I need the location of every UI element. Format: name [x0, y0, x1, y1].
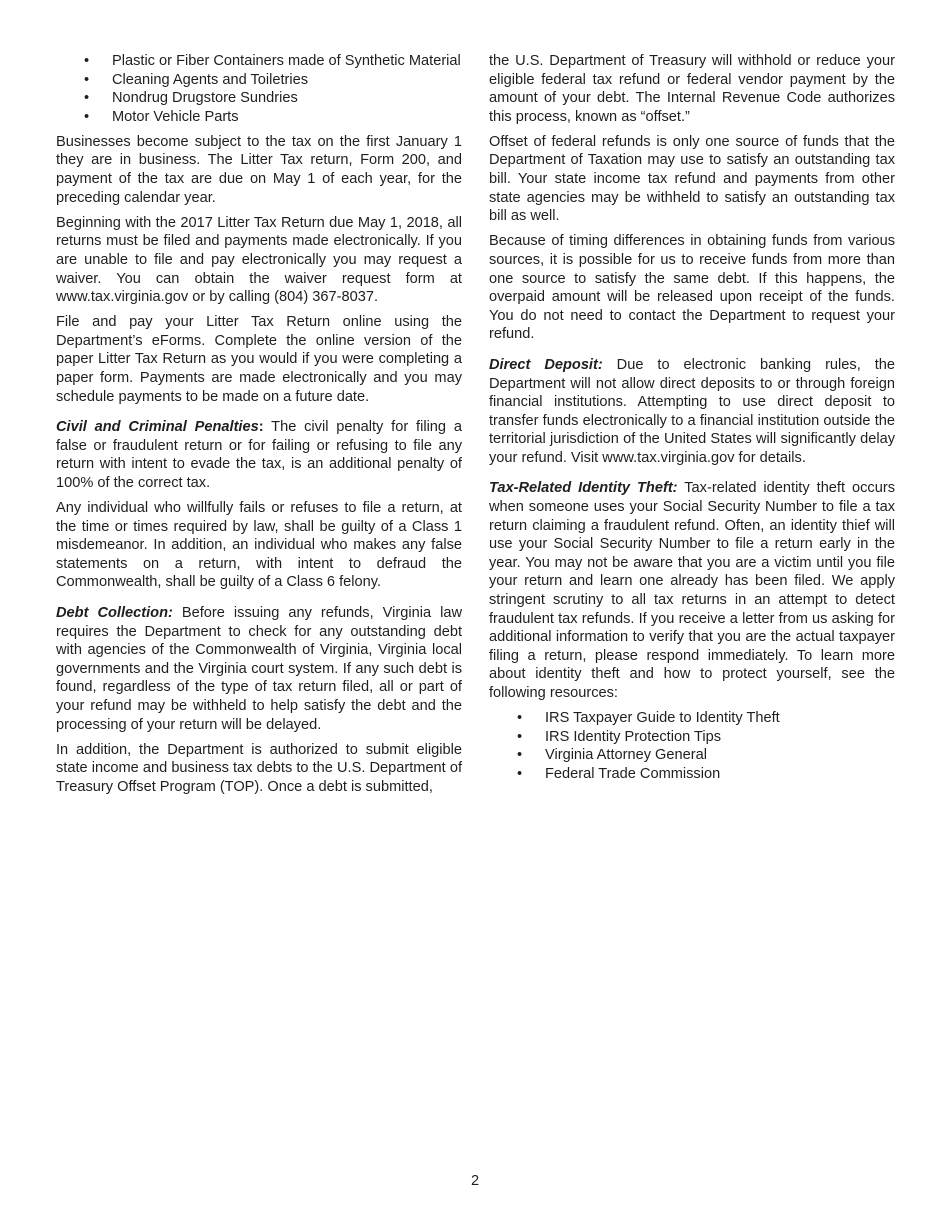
left-column [56, 52, 462, 803]
list-item: • Motor Vehicle Parts [56, 108, 462, 127]
debt-text: Before issuing any refunds, Virginia law requires the Department to check for any outstanding debt with agencies of the Commonwealth of Virginia, Virginia local governments and the Virginia court system. If any such debt is found, regardless of the type of tax return filed, all or part of your refund may be withheld to help satisfy the debt and the processing of your return will be delayed. [56, 605, 462, 733]
deposit-text: Due to electronic banking rules, the Department will not allow direct deposits to or through foreign financial institutions. Attempting to use direct deposit to transfer funds electronically to a financial institution outside the territorial jurisdiction of the United States will significantly delay your refund. Visit www.tax.virginia.gov for details. [489, 356, 896, 466]
list-item: • Nondrug Drugstore Sundries [56, 89, 462, 108]
list-item: • Cleaning Agents and Toiletries [56, 71, 462, 90]
paragraph-fund-sources: Offset of federal refunds is only one source of funds that the Department of Taxation may use to satisfy an outstanding tax bill. Your state income tax refund and payments from other state agencies may be withheld to satisfy an outstanding tax bill as well. [489, 133, 895, 225]
identity-resources-list [489, 709, 895, 783]
paragraph-electronic-filing: Beginning with the 2017 Litter Tax Return due May 1, 2018, all returns must be filed and payments made electronically. If you are unable to file and pay electronically you may request a waiver. You can obtain the waiver request form at www.tax.virginia.gov or by calling (804) 367-8037. [56, 214, 462, 306]
theft-heading: Tax-Related Identity Theft: [489, 480, 678, 497]
debt-heading: Debt Collection: [56, 605, 173, 622]
list-item: • Plastic or Fiber Containers made of Synthetic Material [56, 52, 462, 71]
paragraph-treasury-offset: In addition, the Department is authorized to submit eligible state income and business tax debts to the U.S. Department of Treasury Offset Program (TOP). Once a debt is submitted, [56, 741, 462, 795]
theft-text: Tax-related identity theft occurs when someone uses your Social Security Number to file a tax return claiming a fraudulent refund. Often, an identity thief will use your Social Security Number to file a return early in the year. You may not be aware that you are a victim until you file your return and learn one already has been filed. We apply stringent scrutiny to all tax returns in an attempt to detect fraudulent tax refunds. If you receive a letter from us asking for additional information to verify that you are the actual taxpayer filing a return, please respond immediately. To learn more about identity theft and how to protect yourself, see the following resources: [489, 480, 895, 701]
paragraph-eforms: File and pay your Litter Tax Return online using the Department’s eForms. Complete the online version of the paper Litter Tax Return as you would if you were completing a paper form. Payments are made electronically and you may schedule payments to be made on a future date. [56, 314, 462, 405]
paragraph-offset-continued: the U.S. Department of Treasury will withhold or reduce your eligible federal tax refund or federal vendor payment by the amount of your debt. The Internal Revenue Code authorizes this process, known as “offset.” [489, 53, 895, 125]
paragraph-direct-deposit [489, 356, 895, 468]
list-item: • Virginia Attorney General [489, 746, 895, 765]
taxable-products-list [56, 52, 462, 126]
right-column [489, 52, 895, 790]
paragraph-identity-theft [489, 479, 895, 702]
paragraph-misdemeanor: Any individual who willfully fails or refuses to file a return, at the time or times required by law, shall be guilty of a Class 1 misdemeanor. In addition, an individual who makes any false statements on a return, with intent to defraud the Commonwealth, shall be guilty of a Class 6 felony. [56, 500, 462, 591]
paragraph-subject-to-tax: Businesses become subject to the tax on the first January 1 they are in business. The Litter Tax return, Form 200, and payment of the tax are due on May 1 of each year, for the preceding calendar year. [56, 133, 462, 206]
list-item: • IRS Identity Protection Tips [489, 728, 895, 747]
paragraph-penalties [56, 418, 462, 492]
page-number: 2 [470, 1173, 480, 1189]
penalties-text: The civil penalty for filing a false or fraudulent return or for failing or refusing to file any return with intent to evade the tax, is an additional penalty of 100% of the correct tax. [56, 419, 462, 491]
paragraph-debt-collection [56, 604, 462, 734]
list-item: • Federal Trade Commission [489, 765, 895, 784]
list-item: • IRS Taxpayer Guide to Identity Theft [489, 709, 895, 728]
deposit-heading: Direct Deposit: [489, 356, 603, 373]
paragraph-timing: Because of timing differences in obtaining funds from various sources, it is possible for us to receive funds from more than one source to satisfy the same debt. If this happens, the overpaid amount will be released upon receipt of the funds. You do not need to contact the Department to request your refund. [489, 233, 895, 343]
penalties-colon: : [258, 419, 264, 436]
penalties-heading: Civil and Criminal Penalties [56, 419, 259, 436]
